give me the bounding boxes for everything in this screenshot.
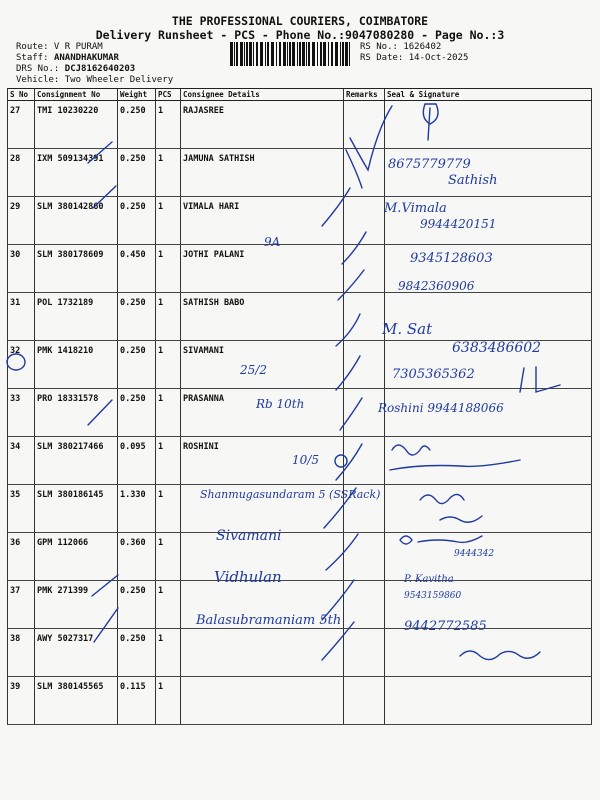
row-weight: 0.450 — [118, 245, 156, 293]
col-sno: S No — [8, 89, 35, 101]
row-36-note: Shanmugasundaram 5 (SSRack) — [200, 488, 381, 501]
rs-date: RS Date: 14-Oct-2025 — [360, 53, 469, 63]
row-29-tick — [322, 188, 350, 226]
row-pcs: 1 — [156, 677, 181, 725]
row-weight: 0.095 — [118, 437, 156, 485]
row-pcs: 1 — [156, 341, 181, 389]
row-38-phone: 9543159860 — [404, 591, 462, 601]
row-32-phone: 6383486602 — [452, 340, 542, 356]
row-28-stroke — [88, 142, 112, 163]
rs-number: RS No.: 1626402 — [360, 42, 442, 52]
row-consignee: SATHISH BABO — [181, 293, 344, 341]
row-weight: 0.250 — [118, 389, 156, 437]
row-35-circle — [335, 455, 347, 467]
row-consignment: POL 1732189 — [35, 293, 118, 341]
row-33-mark — [536, 367, 560, 392]
drs-label: DRS No.: — [16, 64, 65, 74]
row-38-note: Vidhulan — [214, 568, 282, 586]
row-sno: 29 — [8, 197, 35, 245]
row-35-note: 10/5 — [292, 453, 319, 467]
row-pcs: 1 — [156, 149, 181, 197]
row-31-phone: 9842360906 — [398, 279, 475, 293]
row-pcs: 1 — [156, 533, 181, 581]
row-consignment: PRO 18331578 — [35, 389, 118, 437]
row-consignment: SLM 380217466 — [35, 437, 118, 485]
row-sno: 35 — [8, 485, 35, 533]
row-weight: 0.250 — [118, 149, 156, 197]
row-38-name: P. Kavitha — [404, 574, 454, 585]
row-sno: 27 — [8, 101, 35, 149]
row-sno: 34 — [8, 437, 35, 485]
row-weight: 0.115 — [118, 677, 156, 725]
col-seal-signature: Seal & Signature — [385, 89, 592, 101]
row-pcs: 1 — [156, 485, 181, 533]
row-39-signature — [460, 651, 540, 660]
row-consignee: JAMUNA SATHISH — [181, 149, 344, 197]
row-pcs: 1 — [156, 581, 181, 629]
row-consignee: JOTHI PALANI — [181, 245, 344, 293]
row-sno: 39 — [8, 677, 35, 725]
row-39-stroke — [94, 608, 118, 642]
row-sno: 28 — [8, 149, 35, 197]
col-consignment: Consignment No — [35, 89, 118, 101]
row-33-note: 25/2 — [240, 363, 267, 377]
row-consignment: TMI 10230220 — [35, 101, 118, 149]
row-weight: 0.250 — [118, 101, 156, 149]
row-36-signature — [420, 494, 482, 522]
row-33-phone: 7305365362 — [392, 367, 475, 382]
row-37-phone: 9444342 — [454, 549, 495, 559]
col-weight: Weight — [118, 89, 156, 101]
col-remarks: Remarks — [344, 89, 385, 101]
staff-name: ANANDHAKUMAR — [53, 53, 119, 63]
row-28-name: Sathish — [448, 173, 498, 188]
route-info: Route: V R PURAM — [16, 42, 103, 52]
row-consignment: SLM 380145565 — [35, 677, 118, 725]
row-consignment: PMK 271399 — [35, 581, 118, 629]
row-consignment: SLM 380142860 — [35, 197, 118, 245]
row-27-tick — [350, 106, 392, 170]
row-consignee: ROSHINI — [181, 437, 344, 485]
row-pcs: 1 — [156, 629, 181, 677]
row-34-note: Rb 10th — [256, 397, 305, 411]
row-weight: 0.250 — [118, 629, 156, 677]
row-34-stroke — [88, 400, 112, 425]
staff-label: Staff: — [16, 53, 54, 63]
row-pcs: 1 — [156, 437, 181, 485]
row-pcs: 1 — [156, 389, 181, 437]
row-sno: 38 — [8, 629, 35, 677]
row-29-phone: 9944420151 — [420, 217, 497, 231]
row-32-name: M. Sat — [382, 320, 433, 338]
row-weight: 1.330 — [118, 485, 156, 533]
row-consignee: VIMALA HARI — [181, 197, 344, 245]
row-weight: 0.250 — [118, 581, 156, 629]
row-weight: 0.250 — [118, 341, 156, 389]
row-28-phone: 8675779779 — [388, 157, 471, 172]
row-sno: 36 — [8, 533, 35, 581]
col-pcs: PCS — [156, 89, 181, 101]
row-35-tick — [336, 444, 362, 480]
row-39-note: Balasubramaniam 5th — [196, 613, 342, 628]
row-32-tick — [336, 314, 360, 346]
row-pcs: 1 — [156, 293, 181, 341]
row-38-stroke — [92, 575, 118, 596]
row-31-tick — [338, 270, 364, 300]
row-weight: 0.250 — [118, 197, 156, 245]
row-sno: 33 — [8, 389, 35, 437]
row-pcs: 1 — [156, 245, 181, 293]
row-weight: 0.360 — [118, 533, 156, 581]
row-29-stroke — [93, 186, 116, 208]
row-sno: 32 — [8, 341, 35, 389]
col-consignee: Consignee Details — [181, 89, 344, 101]
row-34-tick — [340, 398, 362, 430]
row-33-circle-mark — [7, 354, 25, 370]
row-sno: 37 — [8, 581, 35, 629]
row-consignment: IXM 509134391 — [35, 149, 118, 197]
row-pcs: 1 — [156, 101, 181, 149]
row-pcs: 1 — [156, 197, 181, 245]
row-consignment: SLM 380186145 — [35, 485, 118, 533]
row-consignment: SLM 380178609 — [35, 245, 118, 293]
row-consignment: PMK 1418210 — [35, 341, 118, 389]
row-33-tick — [336, 356, 360, 390]
runsheet-subtitle: Delivery Runsheet - PCS - Phone No.:9047080280 - Page No.:3 — [95, 28, 505, 42]
row-consignment: GPM 112066 — [35, 533, 118, 581]
row-30-phone: 9345128603 — [410, 251, 493, 266]
row-consignee: RAJASREE — [181, 101, 344, 149]
company-title: THE PROFESSIONAL COURIERS, COIMBATORE — [171, 14, 429, 28]
row-consignee: SIVAMANI — [181, 341, 344, 389]
drs-number: DCJ8162640203 — [64, 64, 136, 74]
row-consignee: PRASANNA — [181, 389, 344, 437]
row-34-signature: Roshini 9944188066 — [378, 401, 504, 415]
row-30-tick — [342, 232, 366, 264]
row-consignment: AWY 5027317 — [35, 629, 118, 677]
vehicle-info: Vehicle: Two Wheeler Delivery — [16, 75, 174, 85]
row-29-name: M.Vimala — [384, 201, 447, 216]
row-37-note: Sivamani — [216, 528, 282, 544]
row-37-tick — [326, 534, 358, 570]
row-sno: 31 — [8, 293, 35, 341]
row-30-note: 9A — [264, 235, 281, 249]
row-weight: 0.250 — [118, 293, 156, 341]
row-37-signature — [400, 536, 482, 544]
row-39-phone: 9442772585 — [404, 619, 487, 634]
row-27-signature — [423, 104, 438, 140]
row-sno: 30 — [8, 245, 35, 293]
row-33-stroke — [520, 368, 524, 392]
row-35-signature — [390, 445, 520, 470]
